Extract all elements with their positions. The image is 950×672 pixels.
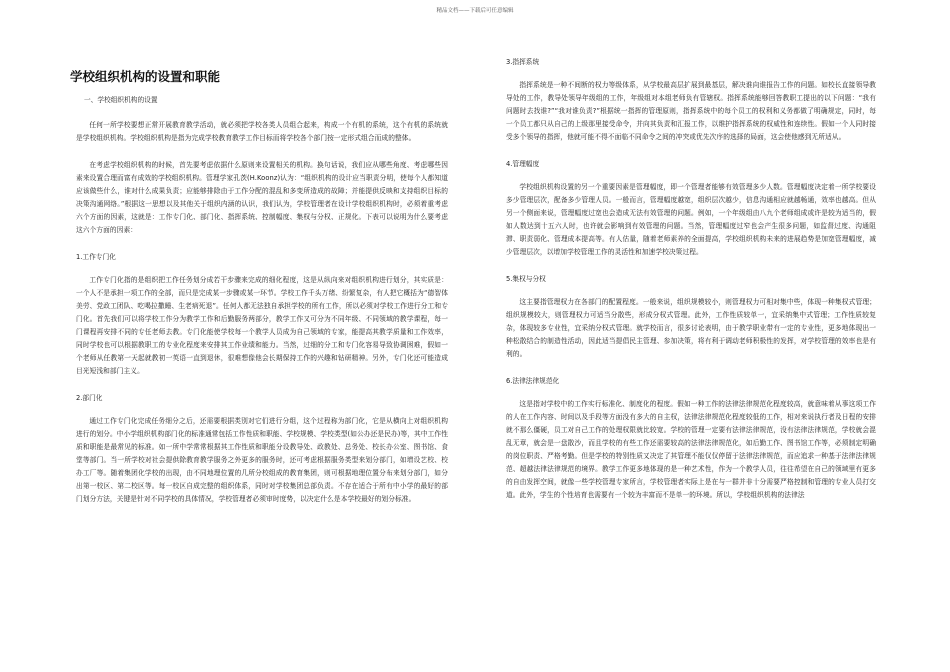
document-title: 学校组织机构的设置和职能 <box>70 69 221 84</box>
paragraph-departmentalization: 通过工作专门化完成任务细分之后，还需要根据类别对它们进行分组，这个过程称为部门化，它是从横向上对组织机构进行的划分。中小学组织机构部门化的标准通常包括工作性质和职能、学校规模、学校类型(如公办还是民办)等，其中工作性质和职能是最常见的标准。如一所中学常常根据其工作性质和职能分设教导处、政教处、总务处、校长办公室、图书馆、食堂等部门。当一所学校对社会提供除教育教学服务之外更多的服务时，还可考虑根据服务类型来划分部门，如增设艺校、校办工厂等。随着集团化学校的出现，由不同地理位置的几所分校组成的教育集团，则可根据地理位置分布来划分部门，如分出第一校区、第二校区等。每一校区自成完整的组织体系，同时对学校集团总部负责。不存在适合于所有中小学的最好的部门划分方法，关键是针对不同学校的具体情况，学校管理者必须审时度势，以决定什么是本学校最好的划分标准。 <box>76 417 448 503</box>
paragraph-specialization: 工作专门化指的是组织把工作任务划分成若干步骤来完成的细化程度，这是从纵向来对组织机构进行划分，其实质是：一个人不是承担一项工作的全部，而只是完成某一步骤或某一环节。学校工作千头万绪、纷繁复杂，有人把它概括为“德智体美劳、党政工团队、吃喝拉撒睡、生老病死退”。任何人都无法独自承担学校的所有工作，所以必须对学校工作进行分工和专门化。首先我们可以将学校工作分为教学工作和后勤服务两部分，教学工作又可分为不同年级、不同领域的教学课程，每一门课程再安排不同的专任老师去教。专门化能使学校每一个教学人员成为自己领域的专家，能提高其教学质量和工作效率，同时学校也可以根据教职工的专业化程度来安排其工作业绩和能力。当然，过细的分工和专门化容易导致协调困难，假如一个老师从任教第一天起就教初一英语一直到退休，很难想像他会长期保持工作的兴趣和钻研精神。另外，专门化还可能造成目光短浅和部门主义。 <box>76 276 448 375</box>
right-column <box>506 56 876 516</box>
paragraph-formalization: 这是指对学校中的工作实行标准化、制度化的程度。假如一种工作的法律法律规范化程度较高，就意味着从事这项工作的人在工作内容、时间以及手段等方面没有多大的自主权，法律法律规范化程度较低的工作，相对来说执行者及日程的安排就不那么僵硬，员工对自己工作的处理权限就比较宽。学校的管理一定要有法律法律规范，没有法律法律规范，学校就会混乱无章，就会是一盘散沙，而且学校的有些工作还需要较高的法律法律规范化，如后勤工作、图书馆工作等，必须制定明确的岗位职责、严格考勤。但是学校的特别性质又决定了其管理不能仅仅停留于法律法律规范，而应追求一种基于法律法律规范、超越法律法律规范的境界。教学工作更多地体现的是一种艺术性，作为一个教学人员，往往希望在自己的领域里有更多的自由发挥空间，就像一些学校管理专家所言，学校管理者实际上是在与一群并非十分需要严格控制和管理的专业人员打交道。此外，学生的个性培育也需要有一个较为丰富而不是单一的环境。所以，学校组织机构的法律法 <box>506 400 876 499</box>
heading-span-of-control: 4.管理幅度 <box>506 160 540 168</box>
heading-chain-of-command: 3.指挥系统 <box>506 58 540 66</box>
paragraph-principles: 在考虑学校组织机构的时候，首先要考虑依据什么原则来设置相关的机构。换句话说，我们应从哪些角度、考虑哪些因素来设置合理而富有成效的学校组织机构。管理学家孔茨(H.Koonz)认为：“组织机构的设计应当职责分明，使每个人都知道应该做些什么，谁对什么成果负责；应能够排除由于工作分配的混乱和多变所造成的故障；并能提供反映和支持组织目标的决策沟通网络。”根据这一思想以及其他关于组织内涵的认识，我们认为，学校管理者在设计学校组织机构时，必须着重考虑六个方面的因素，这就是：工作专门化、部门化、指挥系统、控制幅度、集权与分权、正规化。下表可以说明为什么要考虑这六个方面的因素： <box>76 161 448 234</box>
heading-departmentalization: 2.部门化 <box>76 394 103 402</box>
paragraph-intro: 任何一所学校要想正常开展教育教学活动，就必须把学校各类人员组合起来，构成一个有机的系统，这个有机的系统就是学校组织机构。学校组织机构是指为完成学校教育教学工作目标而将学校各个部门按一定形式组合而成的整体。 <box>76 121 448 142</box>
heading-formalization: 6.法律法律规范化 <box>506 377 560 385</box>
left-column <box>70 56 448 520</box>
paragraph-span-of-control: 学校组织机构设置的另一个重要因素是管理幅度，即一个管理者能够有效管理多少人数。管理幅度决定着一所学校要设多少管理层次，配备多少管理人员。一般而言，管理幅度越宽，组织层次越少，信息沟通相应就越畅通，效率也越高。但从另一个侧面来说，管理幅度过宽也会造成无法有效管理的问题。例如，一个年级组由八九个老师组成或许是较为适当的，假如人数达到十五六人时，也许就会影响到有效管理的问题。当然，管理幅度过窄也会产生很多问题，如监督过度、沟通阻滞、职责弱化、管理成本提高等。有人估量，随着老师素养的全面提高，学校组织机构未来的进展趋势是加宽管理幅度，减少管理层次，以增加学校管理工作的灵活性和加速学校决策过程。 <box>506 183 876 256</box>
section-heading-1: 一、学校组织机构的设置 <box>84 96 158 104</box>
page-header: 精品文档——下载后可任意编辑 <box>436 8 514 14</box>
heading-centralization: 5.集权与分权 <box>506 275 546 283</box>
paragraph-centralization: 这主要指管理权力在各部门的配置程度。一般来说，组织规模较小，则管理权力可相对集中些，体现一种集权式管理；组织规模较大，则管理权力可适当分散些，形成分权式管理。此外，工作性质较单一，宜采纳集中式管理；工作性质较复杂，体现较多专业性，宜采纳分权式管理。就学校而言，很多讨论表明，由于教学职业带有一定的专业性，更多地体现出一种松散结合的制造性活动，因此适当提倡民主管理、参加决策，将有利于调动老师积极性的发挥，对学校管理的效率也是有利的。 <box>506 298 876 358</box>
paragraph-chain-of-command: 指挥系统是一种不间断的权力等级体系，从学校最高层扩展到最基层，解决谁向谁报告工作的问题。如校长直接领导教导处的工作，教导处领导年级组的工作，年级组对本组老师负有管辖权。指挥系统能够回答教职工提出的以下问题：“我有问题时去找谁?”“我对谁负责?”根据统一指挥的管理原则，指挥系统中的每个员工的权利和义务都做了明确规定，同时，每一个员工都只从自己的上级那里接受命令，并向其负责和汇报工作，以维护指挥系统的权威性和连续性。假如一个人同时接受多个领导的指挥，他就可能不得不面临不同命令之间的冲突或优先次序的选择的局面，这会使他感到无所适从。 <box>506 81 876 141</box>
heading-specialization: 1.工作专门化 <box>76 253 116 261</box>
